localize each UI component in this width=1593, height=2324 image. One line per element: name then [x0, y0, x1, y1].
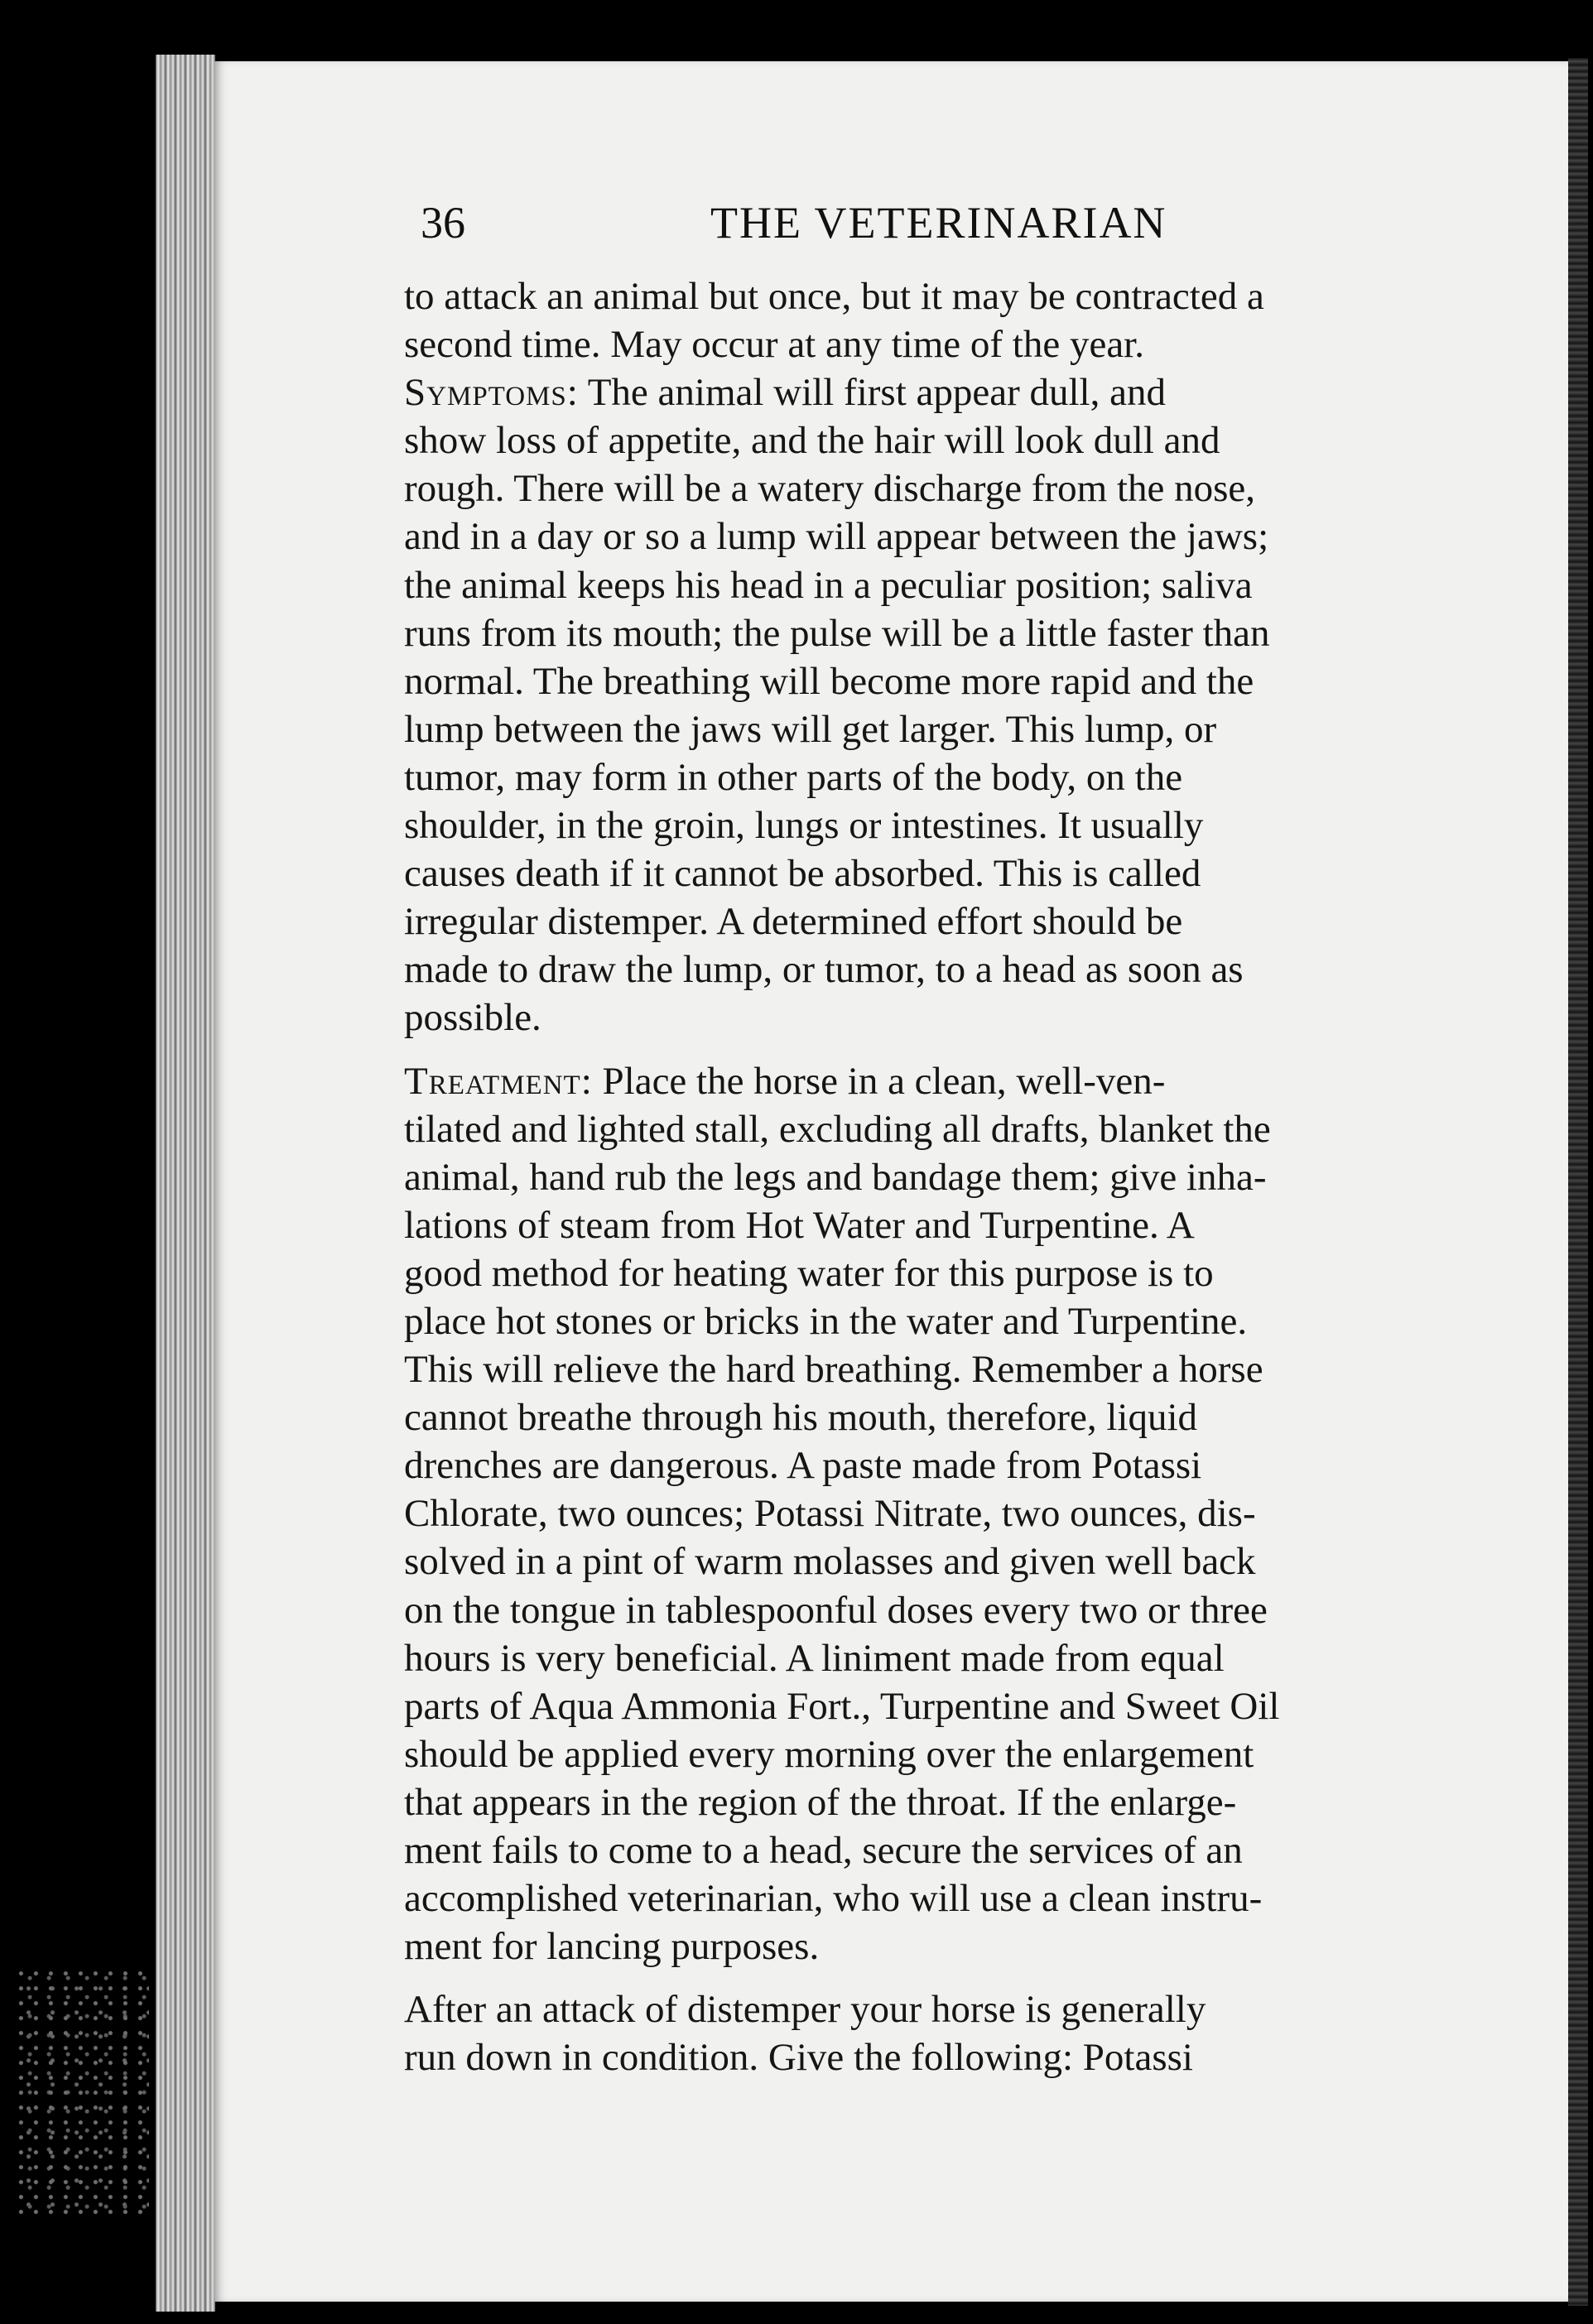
text-line: rough. There will be a watery discharge from the nose, [404, 467, 1256, 511]
text-line: causes death if it cannot be absorbed. This is called [404, 852, 1201, 896]
text-line: second time. May occur at any time of the year. [404, 323, 1144, 367]
scan-top-band [0, 0, 1593, 66]
text-line: show loss of appetite, and the hair will look dull and [404, 419, 1220, 463]
book-page [214, 61, 1578, 2302]
section-label-treatment: Treatment: [404, 1059, 593, 1103]
text-line: possible. [404, 996, 541, 1040]
right-scan-edge [1568, 58, 1588, 2306]
text-line: should be applied every morning over the enlargement [404, 1732, 1254, 1776]
text-line: lations of steam from Hot Water and Turpentine. A [404, 1203, 1195, 1247]
paragraph-intro [404, 272, 1456, 368]
running-title: THE VETERINARIAN [710, 198, 1167, 248]
text-line: parts of Aqua Ammonia Fort., Turpentine and Sweet Oil [404, 1684, 1280, 1728]
text-line: on the tongue in tablespoonful doses every two or three [404, 1588, 1268, 1632]
book-spine-edge [156, 55, 215, 2312]
page-number: 36 [421, 198, 465, 248]
line-text: Place the horse in a clean, well-ven- [602, 1059, 1166, 1103]
text-line: made to draw the lump, or tumor, to a head as soon as [404, 948, 1244, 992]
paragraph-symptoms [404, 368, 1456, 1042]
paragraph-after-attack [404, 1985, 1456, 2081]
text-line: hours is very beneficial. A liniment made from equal [404, 1636, 1225, 1680]
text-line: to attack an animal but once, but it may be contracted a [404, 275, 1264, 318]
text-line: tumor, may form in other parts of the body, on the [404, 755, 1183, 799]
text-line: animal, hand rub the legs and bandage them; give inha- [404, 1155, 1267, 1199]
text-line [404, 1057, 1456, 1105]
text-line: irregular distemper. A determined effort should be [404, 900, 1183, 944]
body-text [404, 272, 1456, 2081]
text-line: good method for heating water for this purpose is to [404, 1251, 1214, 1295]
text-line: shoulder, in the groin, lungs or intestines. It usually [404, 804, 1204, 848]
paragraph-spacing [404, 1970, 1456, 1985]
text-line: runs from its mouth; the pulse will be a little faster than [404, 611, 1270, 655]
text-line: Chlorate, two ounces; Potassi Nitrate, two ounces, dis- [404, 1492, 1256, 1536]
text-line: tilated and lighted stall, excluding all drafts, blanket the [404, 1107, 1271, 1151]
text-line: normal. The breathing will become more rapid and the [404, 659, 1254, 703]
text-line: place hot stones or bricks in the water and Turpentine. [404, 1299, 1248, 1343]
text-line: ment for lancing purposes. [404, 1925, 820, 1969]
text-line: and in a day or so a lump will appear between the jaws; [404, 515, 1269, 559]
text-line: run down in condition. Give the following: Potassi [404, 2036, 1193, 2080]
text-line: drenches are dangerous. A paste made from Potassi [404, 1444, 1202, 1488]
text-line: ment fails to come to a head, secure the services of an [404, 1829, 1243, 1872]
text-line [404, 368, 1456, 416]
text-line: that appears in the region of the throat. If the enlarge- [404, 1780, 1237, 1824]
text-line: cannot breathe through his mouth, therefore, liquid [404, 1396, 1198, 1440]
section-label-symptoms: Symptoms: [404, 371, 579, 415]
text-line: After an attack of distemper your horse is generally [404, 1988, 1206, 2032]
scan-noise [17, 1970, 149, 2219]
text-line: lump between the jaws will get larger. This lump, or [404, 707, 1217, 751]
line-text: The animal will first appear dull, and [587, 371, 1166, 415]
text-line: solved in a pint of warm molasses and given well back [404, 1540, 1256, 1584]
text-line: This will relieve the hard breathing. Remember a horse [404, 1348, 1263, 1392]
text-line: the animal keeps his head in a peculiar position; saliva [404, 563, 1253, 607]
paragraph-treatment [404, 1057, 1456, 1971]
page-header [421, 185, 1414, 260]
text-line: accomplished veterinarian, who will use a clean instru- [404, 1877, 1263, 1921]
paragraph-spacing [404, 1042, 1456, 1057]
